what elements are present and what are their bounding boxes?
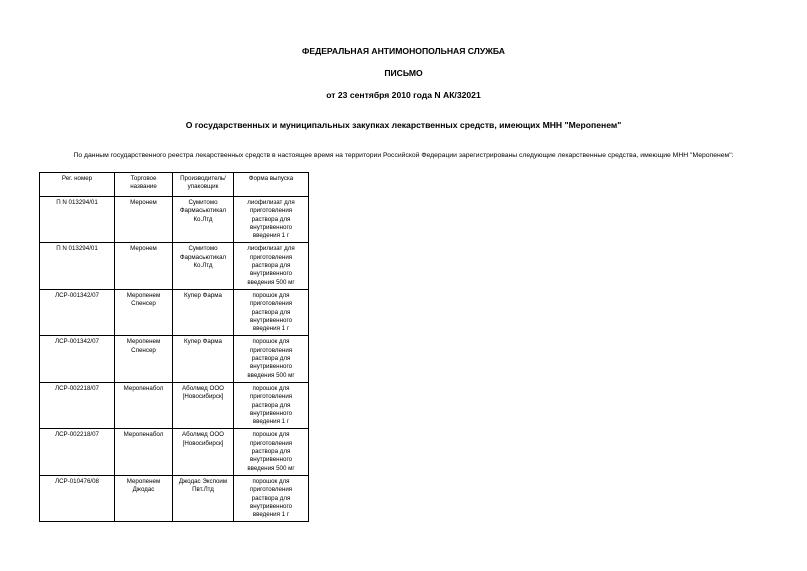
cell-reg-number: ЛСР-001342/07 — [40, 336, 115, 382]
cell-reg-number: ЛСР-002218/07 — [40, 429, 115, 475]
document-date: от 23 сентября 2010 года N АК/32021 — [326, 90, 481, 100]
table-row — [40, 289, 309, 335]
cell-reg-number: ЛСР-001342/07 — [40, 289, 115, 335]
cell-reg-number: ЛСР-010476/08 — [40, 475, 115, 521]
cell-manufacturer: Купер Фарма — [173, 336, 234, 382]
cell-manufacturer: Сумитомо Фармасьютикал Ко.Лтд — [173, 197, 234, 243]
column-header-manufacturer: Производитель/ упаковщик — [173, 173, 234, 197]
cell-reg-number: ЛСР-002218/07 — [40, 382, 115, 428]
cell-manufacturer: Сумитомо Фармасьютикал Ко.Лтд — [173, 243, 234, 289]
cell-trade-name: Меропенем Джодас — [115, 475, 173, 521]
table-row — [40, 475, 309, 521]
cell-reg-number: П N 013294/01 — [40, 197, 115, 243]
cell-trade-name: Меропенем Спенсер — [115, 336, 173, 382]
cell-trade-name: Меропенабол — [115, 382, 173, 428]
document-subject: О государственных и муниципальных закупках лекарственных средств, имеющих МНН "Меропенем" — [185, 120, 622, 130]
table-header-row — [40, 173, 309, 197]
cell-trade-name: Меропенем Спенсер — [115, 289, 173, 335]
cell-manufacturer: Аболмед ООО [Новосибирск] — [173, 382, 234, 428]
cell-trade-name: Меронем — [115, 197, 173, 243]
cell-reg-number: П N 013294/01 — [40, 243, 115, 289]
cell-dosage-form: порошок для приготовления раствора для внутривенного введения 1 г — [234, 475, 309, 521]
cell-manufacturer: Аболмед ООО [Новосибирск] — [173, 429, 234, 475]
intro-paragraph: По данным государственного реестра лекарственных средств в настоящее время на территории Российской Федерации зарегистрированы следующие лекарственные средства, имеющие МНН "Меропенем": — [73, 152, 734, 159]
cell-manufacturer: Купер Фарма — [173, 289, 234, 335]
cell-dosage-form: порошок для приготовления раствора для внутривенного введения 1 г — [234, 289, 309, 335]
cell-dosage-form: порошок для приготовления раствора для внутривенного введения 1 г — [234, 382, 309, 428]
cell-dosage-form: лиофилизат для приготовления раствора для внутривенного введения 500 мг — [234, 243, 309, 289]
column-header-trade-name: Торговое название — [115, 173, 173, 197]
cell-dosage-form: лиофилизат для приготовления раствора для внутривенного введения 1 г — [234, 197, 309, 243]
cell-trade-name: Меропенабол — [115, 429, 173, 475]
cell-trade-name: Меронем — [115, 243, 173, 289]
cell-dosage-form: порошок для приготовления раствора для внутривенного введения 500 мг — [234, 429, 309, 475]
cell-dosage-form: порошок для приготовления раствора для внутривенного введения 500 мг — [234, 336, 309, 382]
table-row — [40, 336, 309, 382]
table-row — [40, 243, 309, 289]
table-row — [40, 429, 309, 475]
table-row — [40, 382, 309, 428]
agency-title: ФЕДЕРАЛЬНАЯ АНТИМОНОПОЛЬНАЯ СЛУЖБА — [302, 46, 505, 56]
medicines-table — [39, 172, 309, 522]
column-header-dosage-form: Форма выпуска — [234, 173, 309, 197]
column-header-reg-number: Рег. номер — [40, 173, 115, 197]
document-type: ПИСЬМО — [384, 68, 423, 78]
table-row — [40, 197, 309, 243]
cell-manufacturer: Джодас Экспоим Пвт.Лтд — [173, 475, 234, 521]
